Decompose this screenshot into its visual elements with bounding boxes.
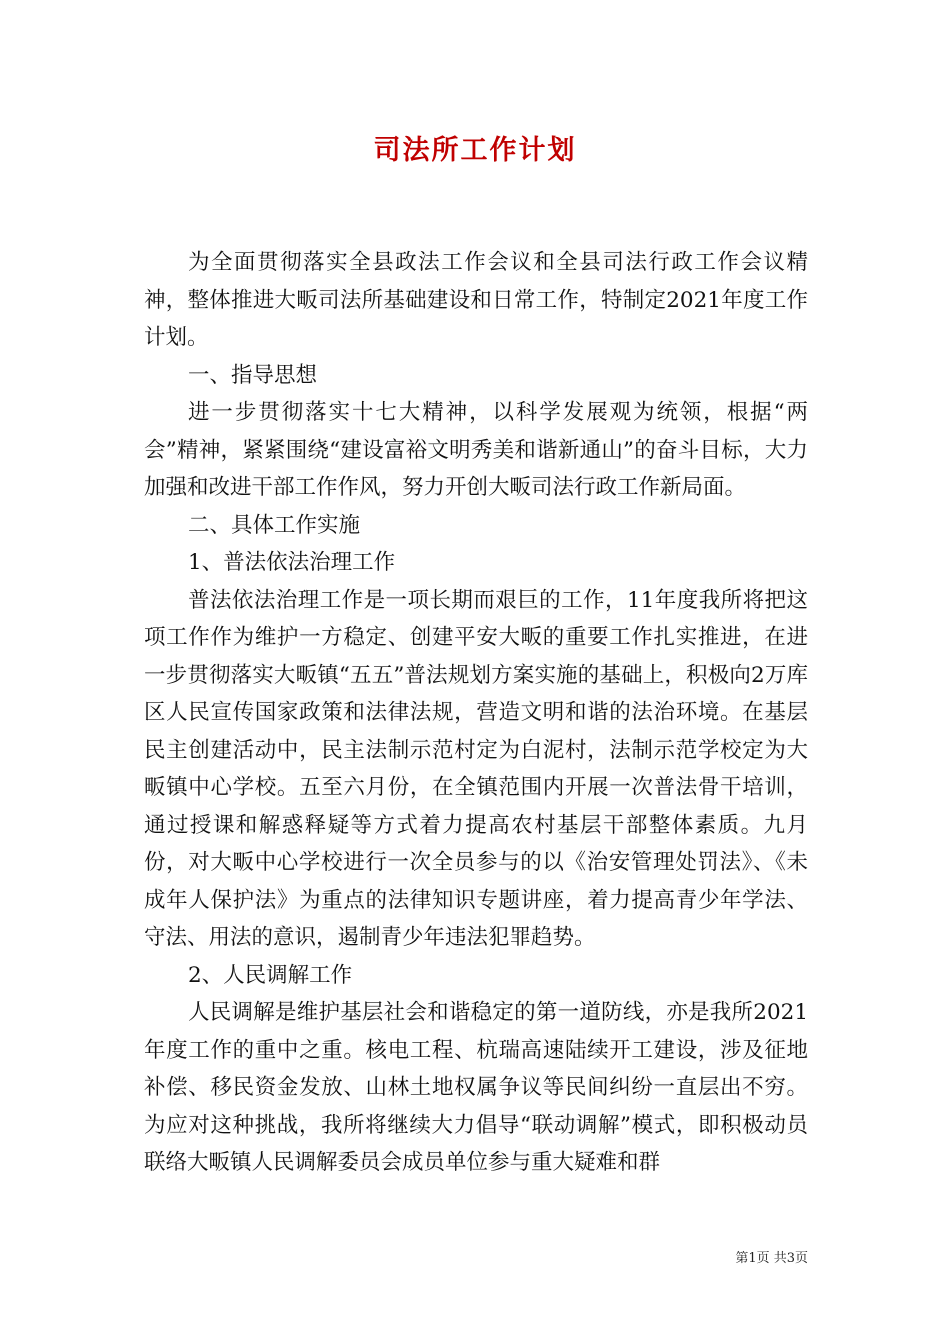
legal-education-paragraph: 普法依法治理工作是一项长期而艰巨的工作，11年度我所将把这项工作作为维护一方稳定、创建平安大畈的重要工作扎实推进，在进一步贯彻落实大畈镇“五五”普法规划方案实施的基础上，积极向2万库区人民宣传国家政策和法律法规，营造文明和谐的法治环境。在基层民主创建活动中，民主法制示范村定为白泥村，法制示范学校定为大畈镇中心学校。五至六月份，在全镇范围内开展一次普法骨干培训，通过授课和解惑释疑等方式着力提高农村基层干部整体素质。九月份，对大畈中心学校进行一次全员参与的以《治安管理处罚法》、《未成年人保护法》为重点的法律知识专题讲座，着力提高青少年学法、守法、用法的意识，遏制青少年违法犯罪趋势。 xyxy=(144,587,808,950)
mediation-paragraph: 人民调解是维护基层社会和谐稳定的第一道防线，亦是我所2021年度工作的重中之重。核电工程、杭瑞高速陆续开工建设，涉及征地补偿、移民资金发放、山林土地权属争议等民间纠纷一直层出不穷。为应对这种挑战，我所将继续大力倡导“联动调解”模式，即积极动员联络大畈镇人民调解委员会成员单位参与重大疑难和群 xyxy=(144,1000,808,1175)
document-title: 司法所工作计划 xyxy=(373,135,577,166)
subheading-mediation: 2、人民调解工作 xyxy=(188,962,353,988)
section-heading-implementation: 二、具体工作实施 xyxy=(188,512,361,538)
document-body xyxy=(144,244,808,1182)
section-heading-guiding-ideology: 一、指导思想 xyxy=(188,362,318,388)
guiding-ideology-paragraph: 进一步贯彻落实十七大精神，以科学发展观为统领，根据“两会”精神，紧紧围绕“建设富裕文明秀美和谐新通山”的奋斗目标，大力加强和改进干部工作作风，努力开创大畈司法行政工作新局面。 xyxy=(144,400,808,500)
subheading-legal-education: 1、普法依法治理工作 xyxy=(188,550,396,575)
page-number: 第1页 共3页 xyxy=(735,1251,808,1266)
intro-paragraph: 为全面贯彻落实全县政法工作会议和全县司法行政工作会议精神，整体推进大畈司法所基础建设和日常工作，特制定2021年度工作计划。 xyxy=(144,250,808,350)
